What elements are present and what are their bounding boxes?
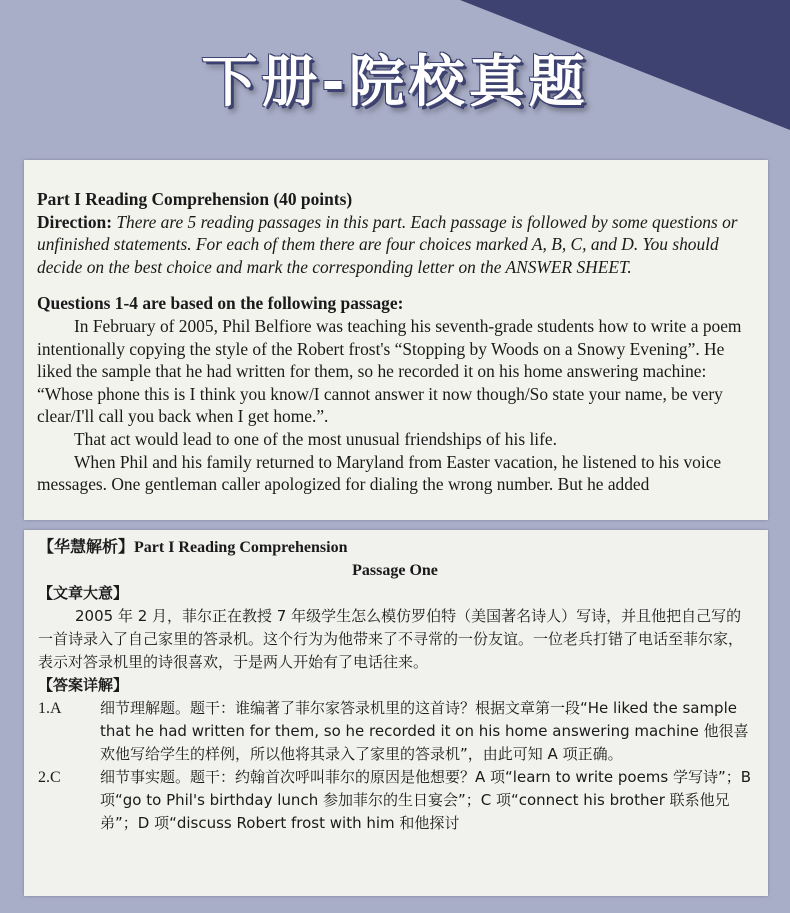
direction-paragraph [37, 211, 754, 279]
passage-paragraph: In February of 2005, Phil Belfiore was teaching his seventh-grade students how to write a poem intentionally copying the style of the Robert frost's “Stopping by Woods on a Snowy Evening”. He liked the sample that he had written for them, so he recorded it on his home answering machine: “Whose phone this is I think you know/I cannot answer it now though/So state your name, be very clear/I'll call you back when I get home.”. [37, 315, 742, 427]
analysis-text-block [24, 530, 768, 835]
answer-number: 2.C [38, 769, 61, 786]
answer-text: 细节事实题。题干：约翰首次呼叫菲尔的原因是他想要？A 项“learn to write poems 学写诗”；B 项“go to Phil's birthday lunch 参加菲尔的生日宴会”；C 项“connect his brother 联系他兄弟”；D 项“discuss Robert frost with him 和他探讨 [100, 768, 752, 832]
direction-text: There are 5 reading passages in this part. Each passage is followed by some questions or unfinished statements. For each of them there are four choices marked A, B, C, and D. You should decide on the best choice and mark the corresponding letter on the ANSWER SHEET. [37, 211, 738, 277]
banner-title: 下册-院校真题 [201, 50, 589, 115]
questions-heading: Questions 1-4 are based on the following passage: [37, 293, 404, 314]
direction-label: Direction: [37, 211, 113, 232]
summary-text: 2005 年 2 月，菲尔正在教授 7 年级学生怎么模仿罗伯特（美国著名诗人）写诗，并且他把自己写的一首诗录入了自己家里的答录机。这个行为为他带来了不寻常的一份友谊。一位老兵打错了电话至菲尔家，表示对答录机里的诗很喜欢，于是两人开始有了电话往来。 [38, 607, 744, 671]
answer-text: 细节理解题。题干：谁编著了菲尔家答录机里的这首诗？根据文章第一段“He liked the sample that he had written for them, so he recorded it on his home answering machine 他很喜欢他写给学生的样例，所以他将其录入了家里的答录机”，由此可知 A 项正确。 [100, 699, 749, 763]
part-heading: Part I Reading Comprehension (40 points) [37, 189, 353, 209]
spacer [37, 278, 754, 292]
analysis-heading: 【华慧解析】Part I Reading Comprehension [38, 539, 348, 556]
answer-item [38, 697, 752, 766]
analysis-panel [24, 530, 768, 896]
answer-item [38, 766, 752, 835]
summary-label: 【文章大意】 [38, 584, 129, 602]
question-panel [24, 160, 768, 520]
question-text-block [24, 160, 768, 496]
passage-paragraph: When Phil and his family returned to Maryland from Easter vacation, he listened to his voice messages. One gentleman caller apologized for dialing the wrong number. But he added [37, 451, 722, 495]
detail-label: 【答案详解】 [38, 676, 129, 694]
passage-title: Passage One [352, 562, 438, 579]
passage-paragraph: That act would lead to one of the most unusual friendships of his life. [74, 428, 557, 449]
answer-number: 1.A [38, 700, 62, 717]
